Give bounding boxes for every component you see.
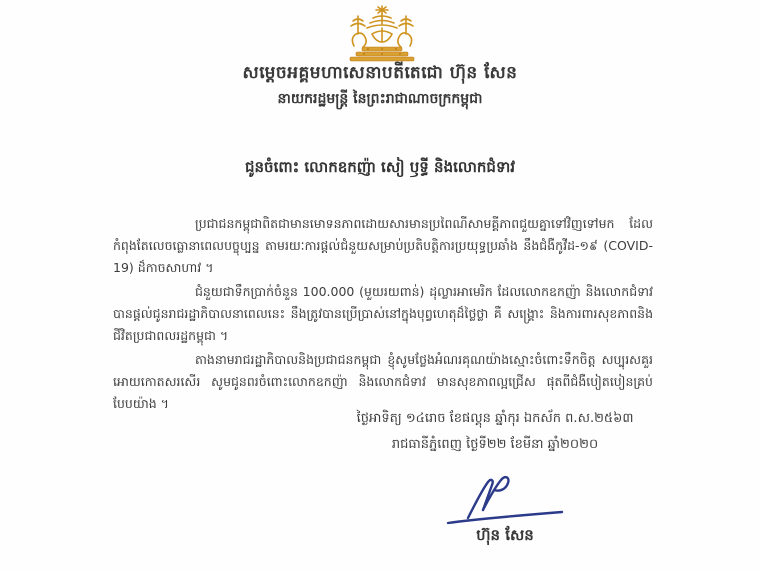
body-paragraph-2: ជំនួយជាទឹកប្រាក់ចំនួន 100.000 (មួយរយពាន់) ដុល្លារអាមេរិក ដែលលោកឧកញ៉ា និងលោកជំទាវ បានផ្តល់ជូនរាជរដ្ឋាភិបាលនាពេលនេះ នឹងត្រូវបានប្រើប្រាស់នៅក្នុងបុព្វហេតុដ៏ថ្លៃថ្លា គឺ សង្គ្រោះ និងការពារសុខភាពនិងជីវិតប្រជាពលរដ្ឋកម្ពុជា ។ [113,283,653,343]
royal-arms-of-cambodia-icon [342,4,422,64]
letter-addressee-title: ជូនចំពោះ លោកឧកញ៉ា សៀ ឫទ្ធី និងលោកជំទាវ [245,158,515,176]
letterhead-title-line1: សម្តេចអគ្គមហាសេនាបតីតេជោ ហ៊ុន សែន [242,63,518,83]
letterhead-title-line2: នាយករដ្ឋមន្ត្រី នៃព្រះរាជាណាចក្រកម្ពុជា [277,91,483,107]
signer-name: ហ៊ុន សែន [476,526,534,544]
handwritten-signature-icon [430,474,580,526]
gregorian-date: រាជធានីភ្នំពេញ ថ្ងៃទី២២ ខែមីនា ឆ្នាំ២០២០ [391,437,599,452]
signature-block [405,474,605,548]
body-paragraph-3: តាងនាមរាជរដ្ឋាភិបាលនិងប្រជាជនកម្ពុជា ខ្ញុំសូមថ្លែងអំណរគុណយ៉ាងស្មោះចំពោះទឹកចិត្ត សប្បុរសគួរអោយកោតសរសើរ សូមជូនពរចំពោះលោកឧកញ៉ា និងលោកជំទាវ មានសុខភាពល្អជ្រើស ផុតពីជំងឺបៀតបៀនគ្រប់បែបយ៉ាង ។ [113,351,653,411]
lunar-date: ថ្ងៃអាទិត្យ ១៤រោច ខែផល្គុន ឆ្នាំកុរ ឯកស័ក ព.ស.២៥៦៣ [356,411,634,426]
body-paragraph-1: ប្រជាជនកម្ពុជាពិតជាមានមោទនភាពដោយសារមានប្រពៃណីសាមគ្គីភាពជួយគ្នាទៅវិញទៅមក ដែលកំពុងតែលេចធ្លោនាពេលបច្ចុប្បន្ន តាមរយៈការផ្តល់ជំនួយសម្រាប់ប្រតិបត្តិការប្រយុទ្ធប្រឆាំង នឹងជំងឺកូវីដ-១៩ (COVID-19) ដ៏កាចសាហាវ ។ [113,215,653,275]
dateline [330,406,660,458]
